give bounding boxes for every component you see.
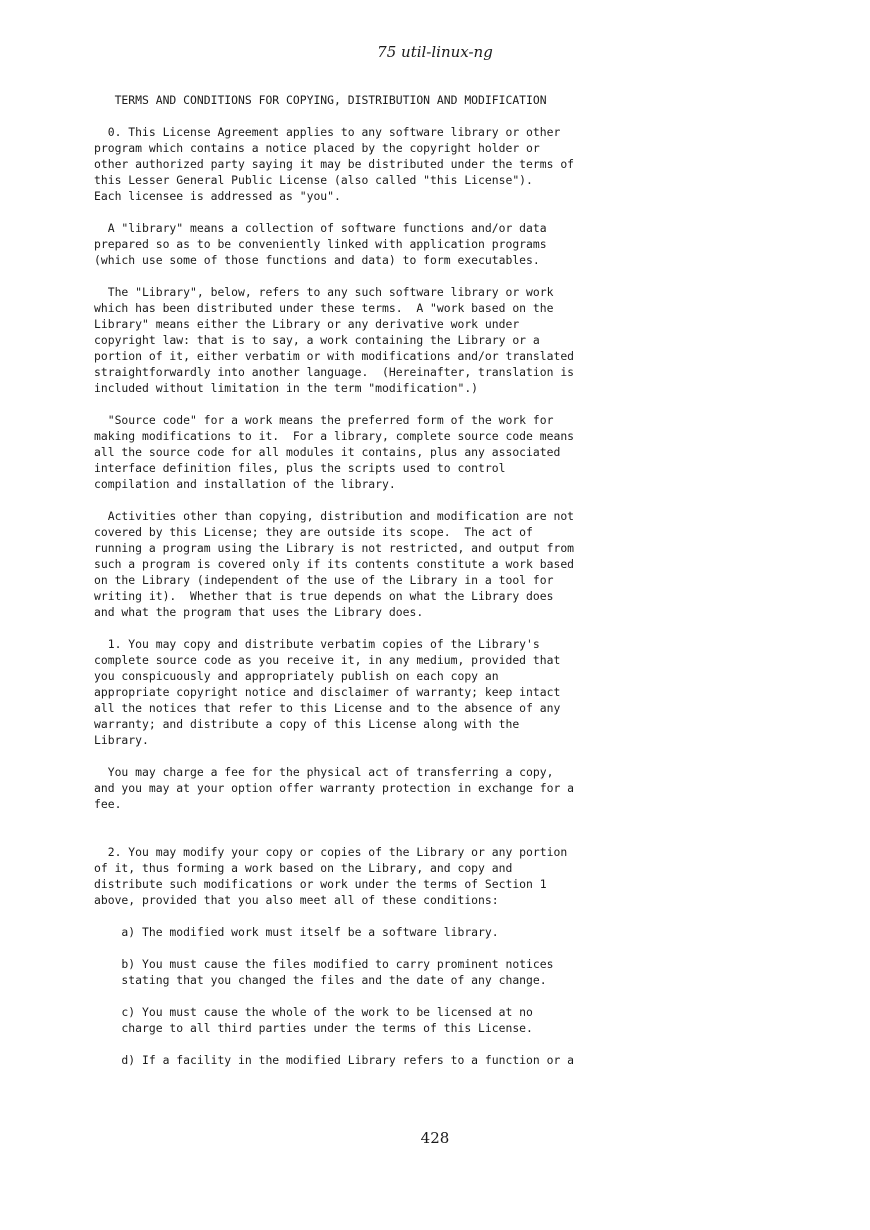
- text-line: copyright law: that is to say, a work containing the Library or a: [94, 333, 540, 347]
- license-body-text: [94, 92, 794, 1068]
- text-line: d) If a facility in the modified Library refers to a function or a: [94, 1053, 575, 1067]
- blank-line: [94, 828, 794, 844]
- blank-line: [94, 620, 794, 636]
- text-line: The "Library", below, refers to any such software library or work: [94, 285, 554, 299]
- blank-line: [94, 812, 794, 828]
- text-line: on the Library (independent of the use of the Library in a tool for: [94, 573, 554, 587]
- text-line: distribute such modifications or work under the terms of Section 1: [94, 877, 547, 891]
- text-line: stating that you changed the files and the date of any change.: [94, 973, 547, 987]
- text-line: Activities other than copying, distribution and modification are not: [94, 509, 575, 523]
- text-line: portion of it, either verbatim or with modifications and/or translated: [94, 349, 575, 363]
- blank-line: [94, 268, 794, 284]
- text-line: c) You must cause the whole of the work to be licensed at no: [94, 1005, 533, 1019]
- page-number: 428: [420, 1129, 450, 1147]
- blank-line: [94, 988, 794, 1004]
- text-line: program which contains a notice placed by the copyright holder or: [94, 141, 540, 155]
- blank-line: [94, 204, 794, 220]
- text-line: Each licensee is addressed as "you".: [94, 189, 341, 203]
- text-line: 2. You may modify your copy or copies of the Library or any portion: [94, 845, 568, 859]
- text-line: fee.: [94, 797, 122, 811]
- text-line: straightforwardly into another language. (Hereinafter, translation is: [94, 365, 575, 379]
- running-header: 75 util-linux-ng: [377, 43, 493, 61]
- text-line: making modifications to it. For a library, complete source code means: [94, 429, 575, 443]
- text-line: included without limitation in the term "modification".): [94, 381, 479, 395]
- text-line: and what the program that uses the Library does.: [94, 605, 424, 619]
- text-line: writing it). Whether that is true depends on what the Library does: [94, 589, 554, 603]
- text-line: and you may at your option offer warranty protection in exchange for a: [94, 781, 575, 795]
- text-line: "Source code" for a work means the preferred form of the work for: [94, 413, 554, 427]
- text-line: b) You must cause the files modified to carry prominent notices: [94, 957, 554, 971]
- text-line: such a program is covered only if its contents constitute a work based: [94, 557, 575, 571]
- blank-line: [94, 396, 794, 412]
- text-line: this Lesser General Public License (also called "this License").: [94, 173, 533, 187]
- text-line: 1. You may copy and distribute verbatim copies of the Library's: [94, 637, 540, 651]
- text-line: TERMS AND CONDITIONS FOR COPYING, DISTRIBUTION AND MODIFICATION: [94, 93, 547, 107]
- text-line: Library" means either the Library or any derivative work under: [94, 317, 520, 331]
- blank-line: [94, 748, 794, 764]
- text-line: 0. This License Agreement applies to any software library or other: [94, 125, 561, 139]
- text-line: complete source code as you receive it, in any medium, provided that: [94, 653, 561, 667]
- text-line: interface definition files, plus the scripts used to control: [94, 461, 506, 475]
- text-line: of it, thus forming a work based on the Library, and copy and: [94, 861, 513, 875]
- blank-line: [94, 940, 794, 956]
- text-line: You may charge a fee for the physical act of transferring a copy,: [94, 765, 554, 779]
- text-line: compilation and installation of the library.: [94, 477, 396, 491]
- text-line: charge to all third parties under the terms of this License.: [94, 1021, 533, 1035]
- text-line: Library.: [94, 733, 149, 747]
- text-line: prepared so as to be conveniently linked with application programs: [94, 237, 547, 251]
- text-line: covered by this License; they are outside its scope. The act of: [94, 525, 533, 539]
- text-line: (which use some of those functions and data) to form executables.: [94, 253, 540, 267]
- text-line: all the notices that refer to this License and to the absence of any: [94, 701, 561, 715]
- text-line: a) The modified work must itself be a software library.: [94, 925, 499, 939]
- text-line: above, provided that you also meet all of these conditions:: [94, 893, 499, 907]
- blank-line: [94, 908, 794, 924]
- text-line: running a program using the Library is not restricted, and output from: [94, 541, 575, 555]
- text-line: warranty; and distribute a copy of this License along with the: [94, 717, 520, 731]
- text-line: A "library" means a collection of software functions and/or data: [94, 221, 547, 235]
- blank-line: [94, 492, 794, 508]
- text-line: other authorized party saying it may be distributed under the terms of: [94, 157, 575, 171]
- blank-line: [94, 1036, 794, 1052]
- text-line: appropriate copyright notice and disclaimer of warranty; keep intact: [94, 685, 561, 699]
- text-line: you conspicuously and appropriately publish on each copy an: [94, 669, 499, 683]
- text-line: which has been distributed under these terms. A "work based on the: [94, 301, 554, 315]
- blank-line: [94, 108, 794, 124]
- text-line: all the source code for all modules it contains, plus any associated: [94, 445, 561, 459]
